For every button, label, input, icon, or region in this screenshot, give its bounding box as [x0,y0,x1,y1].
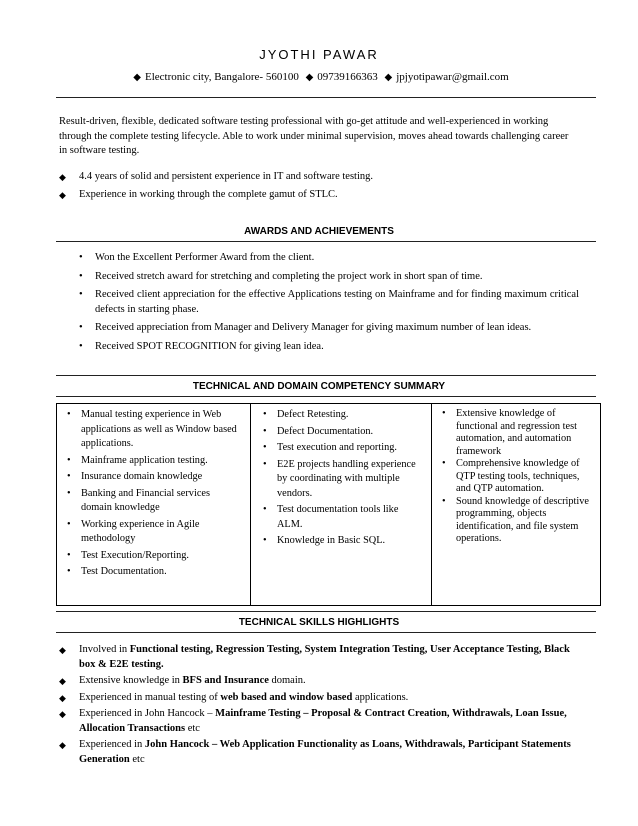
address: Electronic city, Bangalore- 560100 [144,71,299,83]
list-item: • Test documentation tools like ALM. [263,504,399,530]
diamond-icon: ◆ [133,72,141,83]
skills-list [59,643,579,767]
divider [56,375,596,376]
bullet-icon: • [67,566,71,577]
email: jpjyotipawar@gmail.com [396,71,509,83]
summary-text: Result-driven, flexible, dedicated software testing professional with go-get attitude and well-experienced in working through the complete testing lifecycle. Able to work under minimal supervision, moves ahead towards challenging career in software testing. [59,116,569,156]
phone: 09739166363 [317,71,378,83]
list-item: • Received appreciation from Manager and Delivery Manager for giving maximum number of lean ideas. [79,321,579,336]
bullet-icon: • [79,289,83,300]
bullet-icon: • [67,454,71,466]
bullet-icon: • [263,535,267,546]
list-item: ◆ Extensive knowledge in BFS and Insurance domain. [59,674,579,689]
diamond-icon: ◆ [305,72,314,83]
bullet-icon: • [442,458,446,469]
skills-heading: TECHNICAL SKILLS HIGHLIGHTS [238,617,400,628]
diamond-bullet-icon: ◆ [59,740,66,750]
bullet-icon: • [67,487,71,499]
competency-column-3 [432,404,600,605]
list-item: ◆ Experienced in manual testing of web based and window based applications. [59,691,579,706]
list-item: • Defect Documentation. [263,425,419,440]
divider [56,396,596,397]
diamond-bullet-icon: ◆ [59,709,66,719]
bullet-icon: • [67,409,71,420]
list-item: • E2E projects handling experience by coordinating with multiple vendors. [263,458,416,499]
list-item: • Comprehensive knowledge of QTP testing tools, techniques, and QTP automation. [442,458,580,494]
divider [56,611,596,612]
diamond-bullet-icon: ◆ [59,676,66,686]
list-item: • Sound knowledge of descriptive programming, objects identification, and file system operations. [442,495,589,544]
candidate-name: JYOTHI PAWAR [259,47,379,62]
awards-heading: AWARDS AND ACHIEVEMENTS [244,226,394,237]
awards-list [79,251,579,358]
list-item: ◆ Experienced in John Hancock – Web Application Functionality as Loans, Withdrawals, Participant Statements Generation etc [59,739,571,765]
bullet-icon: • [442,495,446,507]
list-item: • Extensive knowledge of functional and regression test automation, and automation framework [442,408,577,457]
divider [56,97,596,98]
list-item: • Defect Retesting. [263,408,419,423]
list-item: ◆ Experience in working through the complete gamut of STLC. [59,188,579,203]
list-item: • Test execution and reporting. [263,441,419,456]
divider [56,241,596,242]
list-item: ◆ Experienced in John Hancock – Mainframe Testing – Proposal & Contract Creation, Withdrawals, Loan Issue, Allocation Transactions etc [59,708,567,734]
bullet-icon: • [67,549,71,561]
list-item: ◆ Involved in Functional testing, Regression Testing, System Integration Testing, User Acceptance Testing, Black box & E2E testing. [59,644,570,670]
bullet-icon: • [442,408,446,419]
bullet-icon: • [67,471,71,482]
bullet-icon: • [79,340,83,352]
list-item: • Working experience in Agile methodology [67,518,200,544]
summary-section [59,115,579,203]
bullet-icon: • [263,409,267,420]
competency-column-2 [251,404,432,605]
diamond-bullet-icon: ◆ [59,171,66,182]
diamond-icon: ◆ [384,72,393,83]
bullet-icon: • [79,322,83,333]
competency-column-1 [57,404,251,605]
list-item: ◆ 4.4 years of solid and persistent experience in IT and software testing. [59,170,579,185]
competency-heading: TECHNICAL AND DOMAIN COMPETENCY SUMMARY [192,381,446,392]
bullet-icon: • [263,504,267,515]
summary-points [59,170,579,203]
list-item: • Knowledge in Basic SQL. [263,534,419,549]
divider [56,632,596,633]
list-item: • Received client appreciation for the effective Applications testing on Mainframe and for finding maximum critical defects in starting phase. [79,289,579,315]
list-item: • Received SPOT RECOGNITION for giving lean idea. [79,340,579,355]
competency-table [56,403,601,606]
bullet-icon: • [263,458,267,470]
contact-line [0,71,638,83]
list-item: • Test Execution/Reporting. [67,549,242,564]
diamond-bullet-icon: ◆ [59,190,66,200]
list-item: • Manual testing experience in Web applications as well as Window based applications. [67,409,237,449]
bullet-icon: • [67,518,71,530]
list-item: • Insurance domain knowledge [67,470,242,485]
list-item: • Received stretch award for stretching and completing the project work in short span of time. [79,270,579,285]
diamond-bullet-icon: ◆ [59,692,66,703]
bullet-icon: • [79,252,83,263]
list-item: • Banking and Financial services domain knowledge [67,487,210,513]
list-item: • Mainframe application testing. [67,454,242,469]
list-item: • Won the Excellent Performer Award from the client. [79,251,579,266]
bullet-icon: • [79,270,83,282]
list-item: • Test Documentation. [67,565,242,580]
diamond-bullet-icon: ◆ [59,645,66,655]
bullet-icon: • [263,442,267,453]
bullet-icon: • [263,425,267,437]
